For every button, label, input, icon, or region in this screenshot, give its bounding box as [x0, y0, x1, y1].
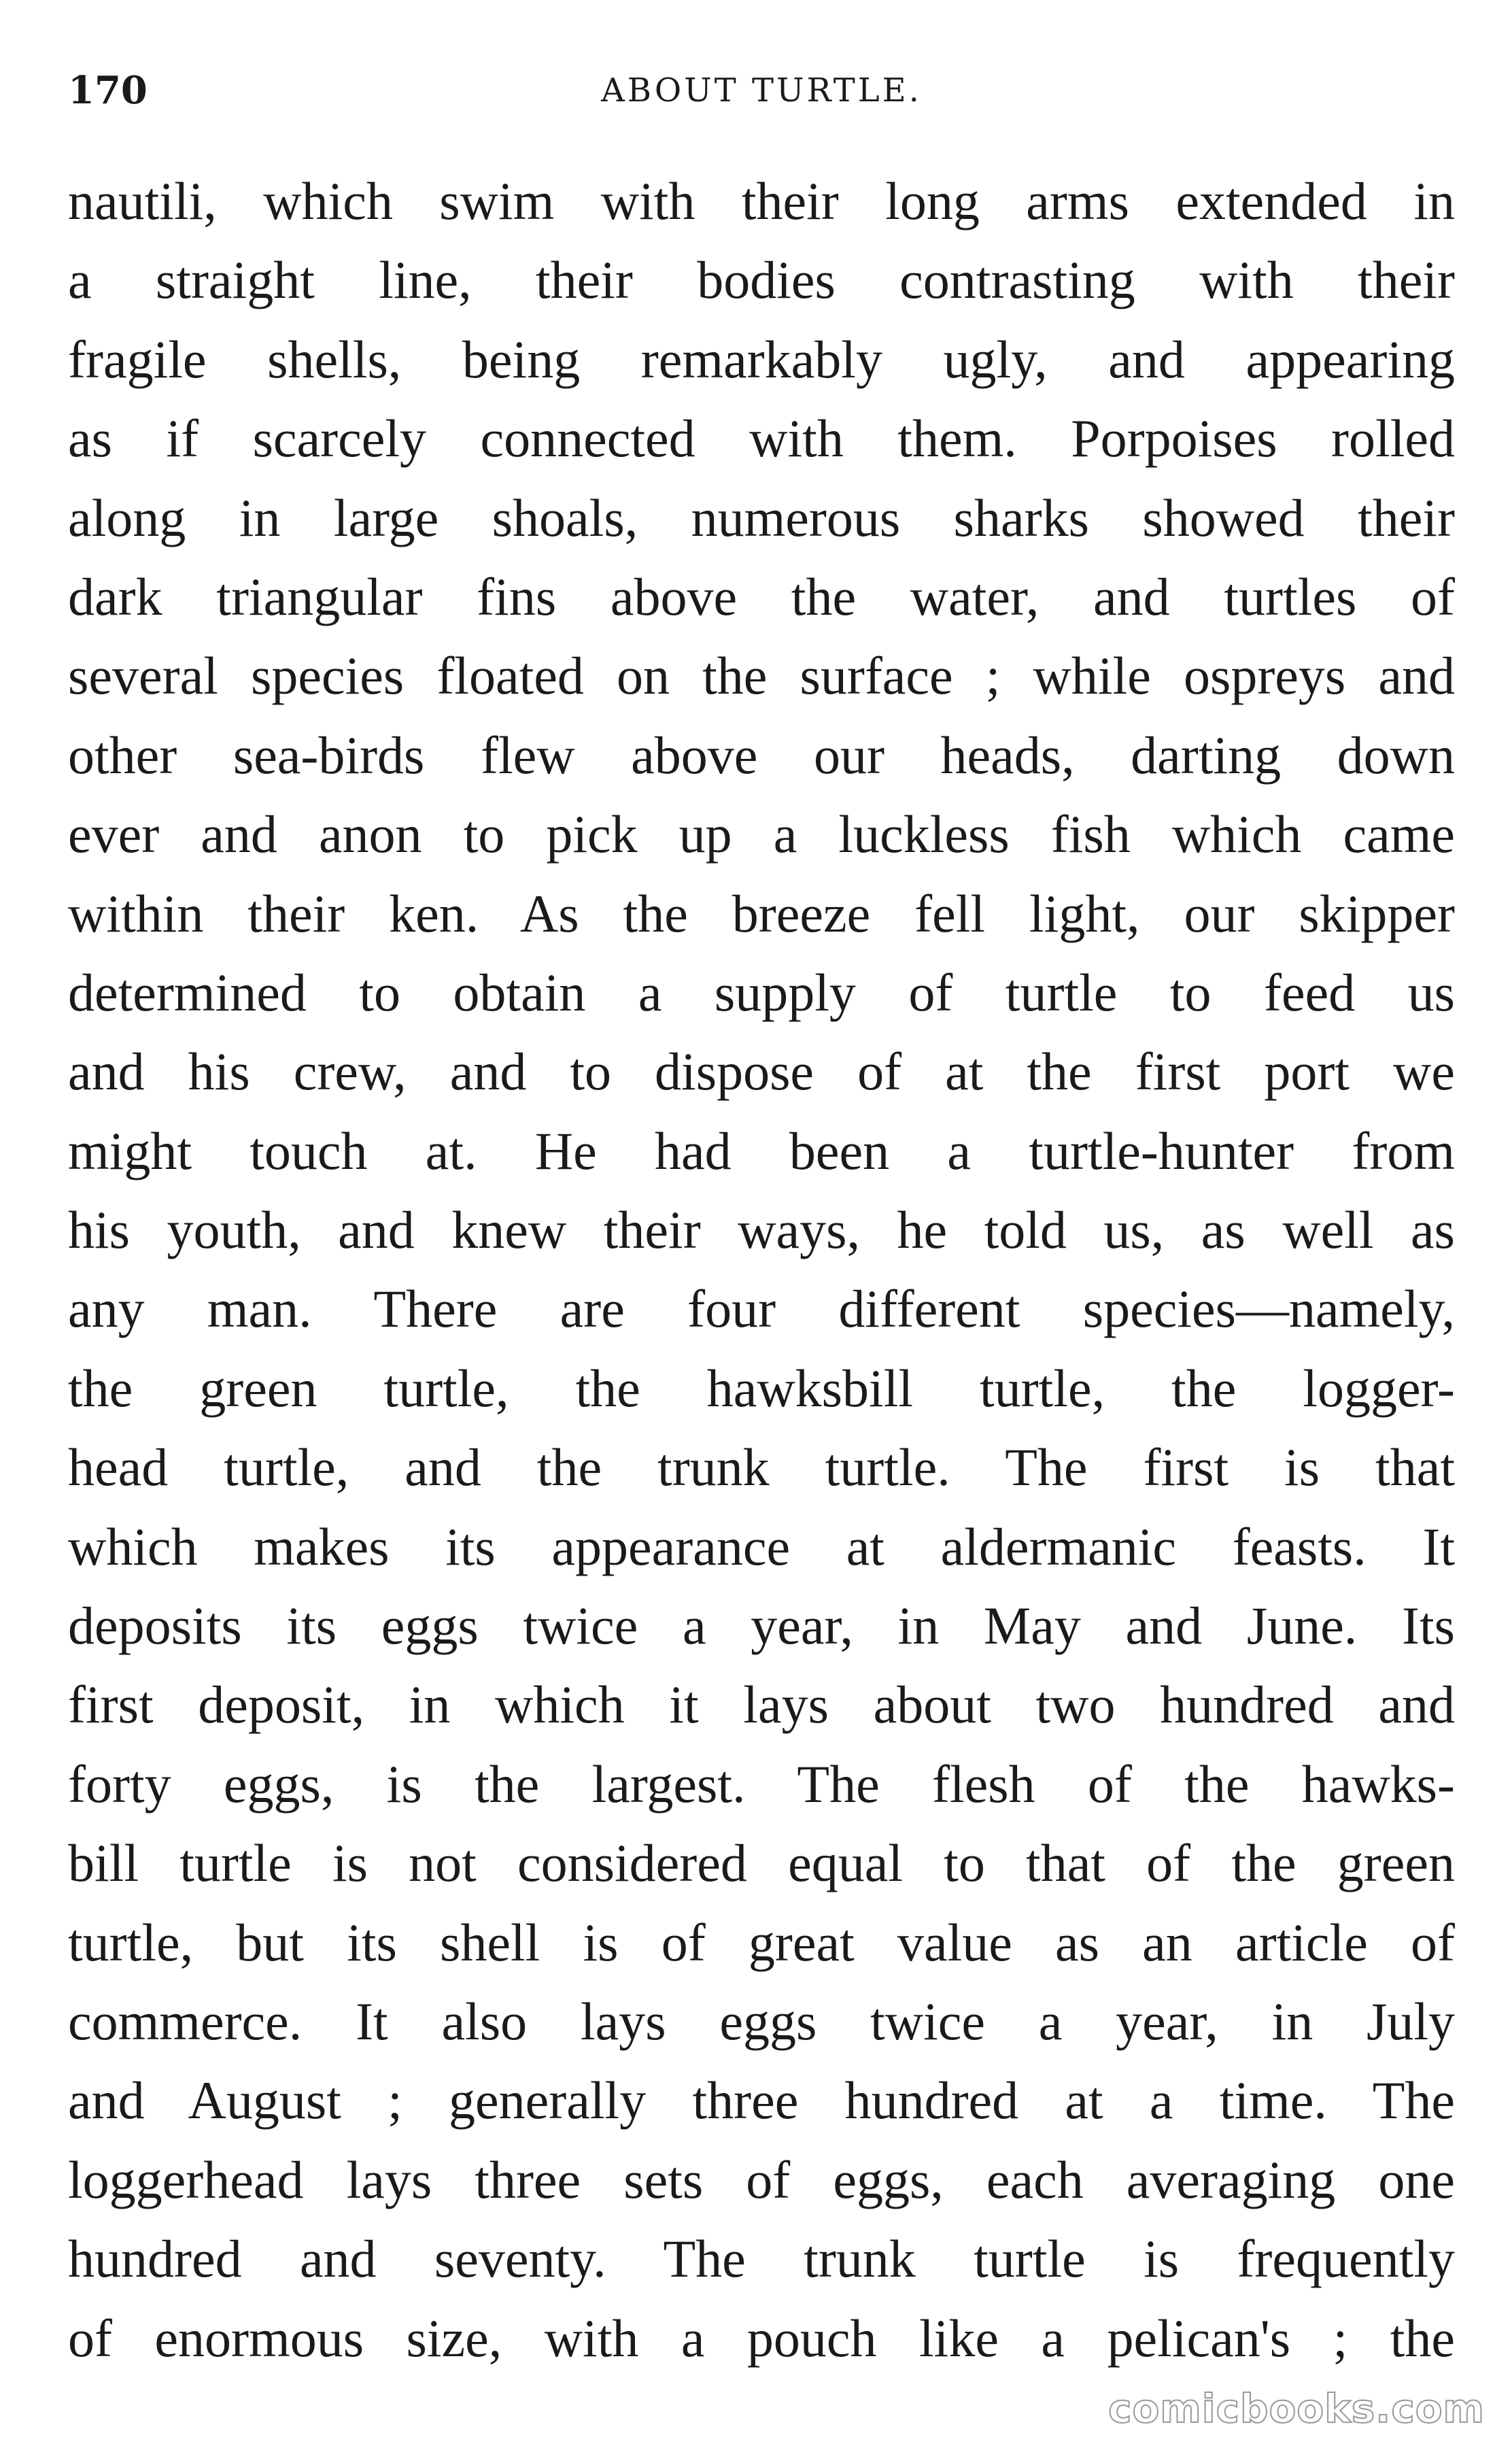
text-line: deposits its eggs twice a year, in May and June. Its — [68, 1596, 1455, 1656]
text-line: other sea-birds flew above our heads, darting down — [68, 725, 1455, 785]
text-line: as if scarcely connected with them. Porpoises rolled — [68, 409, 1455, 469]
text-line: any man. There are four different species—namely, — [68, 1279, 1455, 1339]
watermark: comicbooks.com — [1108, 2385, 1485, 2432]
running-head: ABOUT TURTLE. — [601, 71, 922, 109]
text-line: ever and anon to pick up a luckless fish which came — [68, 804, 1455, 864]
text-line: the green turtle, the hawksbill turtle, the logger- — [68, 1358, 1455, 1418]
text-line: bill turtle is not considered equal to that of the green — [68, 1833, 1455, 1893]
text-line: along in large shoals, numerous sharks showed their — [68, 488, 1455, 547]
text-line: first deposit, in which it lays about two hundred and — [68, 1675, 1455, 1735]
text-line: his youth, and knew their ways, he told us, as well as — [68, 1200, 1455, 1260]
text-line: several species floated on the surface ; while ospreys and — [68, 646, 1455, 706]
page-header — [68, 60, 1455, 121]
text-line: turtle, but its shell is of great value as an article of — [68, 1912, 1455, 1972]
page-number: 170 — [68, 68, 148, 113]
text-line: head turtle, and the trunk turtle. The first is that — [68, 1438, 1455, 1497]
text-line: which makes its appearance at aldermanic feasts. It — [68, 1516, 1455, 1576]
text-line: and his crew, and to dispose of at the first port we — [68, 1042, 1455, 1102]
text-line: and August ; generally three hundred at a time. The — [68, 2071, 1455, 2130]
body-text — [68, 162, 1455, 2378]
text-line: might touch at. He had been a turtle-hunter from — [68, 1121, 1455, 1180]
text-line: a straight line, their bodies contrasting with their — [68, 250, 1455, 310]
text-line: nautili, which swim with their long arms extended in — [68, 171, 1455, 231]
text-line: forty eggs, is the largest. The flesh of the hawks- — [68, 1754, 1455, 1814]
text-line: dark triangular fins above the water, and turtles of — [68, 566, 1455, 626]
text-line: hundred and seventy. The trunk turtle is frequently — [68, 2229, 1455, 2289]
text-line: fragile shells, being remarkably ugly, and appearing — [68, 329, 1455, 389]
text-line: commerce. It also lays eggs twice a year, in July — [68, 1991, 1455, 2051]
text-line: loggerhead lays three sets of eggs, each averaging one — [68, 2149, 1455, 2209]
text-line: within their ken. As the breeze fell light, our skipper — [68, 883, 1455, 943]
text-line: determined to obtain a supply of turtle to feed us — [68, 962, 1455, 1022]
text-line: of enormous size, with a pouch like a pelican's ; the — [68, 2308, 1455, 2368]
